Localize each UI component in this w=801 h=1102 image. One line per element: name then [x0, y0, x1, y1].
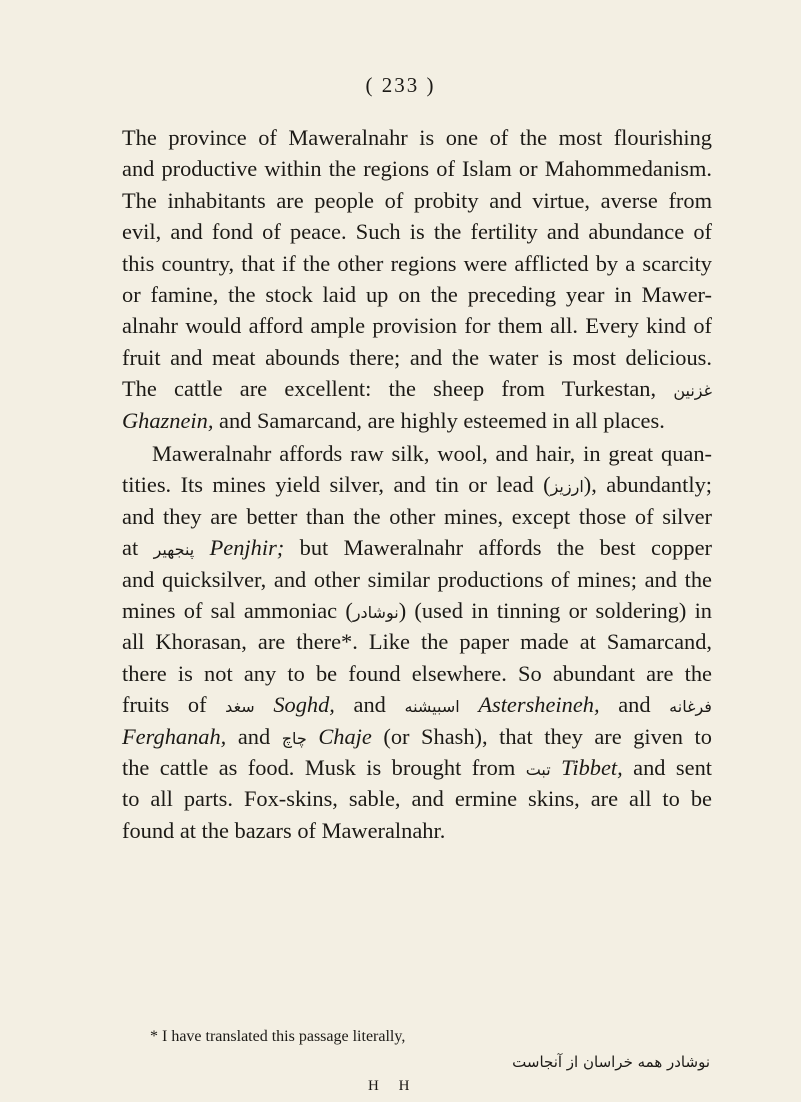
text-line: and quicksilver, and other similar productions of mines; and the [122, 566, 712, 592]
text-line: fruit and meat abounds there; and the water is most delicious. [122, 344, 712, 370]
arabic-word: فرغانه [669, 697, 712, 717]
italic-name: Ghaznein, [122, 407, 214, 433]
text-segment: but Maweralnahr affords the best copper [299, 535, 712, 561]
italic-name: Astersheineh, [478, 692, 600, 718]
text-segment: tities. Its mines yield silver, and tin or lead ( [122, 472, 551, 498]
text-line: alnahr would afford ample provision for them all. Every kind of [122, 313, 712, 339]
text-segment: mines of sal ammoniac ( [122, 597, 353, 623]
text-segment: ) (used in tinning or soldering) in [398, 597, 712, 623]
italic-name: Soghd, [273, 692, 335, 718]
arabic-word: نوشادر [352, 602, 399, 622]
text-line: to all parts. Fox-skins, sable, and ermine skins, are all to be [122, 786, 712, 812]
text-line: Maweralnahr affords raw silk, wool, and hair, in great quan- [152, 441, 712, 466]
text-segment: ), abundantly; [583, 472, 712, 498]
text-line: evil, and fond of peace. Such is the fertility and abundance of [122, 219, 712, 245]
text-line [122, 595, 712, 626]
text-line: there is not any to be found elsewhere. So abundant are the [122, 660, 712, 686]
text-line [122, 373, 712, 404]
text-line: this country, that if the other regions were afflicted by a scarcity [122, 250, 712, 276]
text-segment: The cattle are excellent: the sheep from Turkestan, [122, 376, 657, 402]
text-segment: the cattle as food. Musk is brought from [122, 754, 516, 780]
text-line [122, 469, 712, 500]
text-segment: and sent [633, 754, 712, 780]
paragraph-2 [122, 438, 712, 846]
arabic-word: ارزيز [550, 477, 584, 497]
text-line [122, 689, 712, 720]
text-line [122, 405, 712, 436]
text-line: all Khorasan, are there*. Like the paper made at Samarcand, [122, 629, 712, 655]
signature-mark: H H [368, 1078, 418, 1094]
page-number: ( 233 ) [365, 73, 436, 97]
text-segment: and [353, 692, 386, 718]
text-line [122, 532, 712, 563]
italic-name: Chaje [318, 723, 372, 749]
arabic-word: پنجهير [153, 540, 195, 560]
footnote-arabic: نوشادر همه خراسان از آنجاست [512, 1053, 710, 1071]
paragraph-1 [122, 122, 712, 436]
text-line: and productive within the regions of Islam or Mahommedanism. [122, 156, 712, 182]
arabic-word: سغد [225, 697, 255, 717]
arabic-word: غزنين [673, 381, 712, 401]
arabic-word: چاچ [281, 728, 307, 748]
text-line: The province of Maweralnahr is one of the most flourishing [122, 125, 712, 150]
text-line: The inhabitants are people of probity and virtue, averse from [122, 187, 712, 213]
text-line [122, 721, 712, 752]
text-line: or famine, the stock laid up on the preceding year in Mawer- [122, 281, 712, 307]
italic-name: Tibbet, [561, 754, 623, 780]
text-line [122, 752, 712, 783]
italic-name: Penjhir; [209, 535, 285, 561]
text-segment: (or Shash), that they are given to [383, 723, 712, 749]
arabic-word: تبت [525, 759, 551, 779]
text-segment: and [237, 723, 271, 749]
italic-name: Ferghanah, [122, 723, 227, 749]
text-line: and they are better than the other mines, except those of silver [122, 503, 712, 529]
footnote: * I have translated this passage literally, [150, 1028, 406, 1045]
text-segment: fruits of [122, 692, 207, 718]
arabic-word: اسبيشنه [404, 697, 460, 717]
text-segment: and [618, 692, 651, 718]
text-segment: at [122, 535, 139, 561]
text-line: found at the bazars of Maweralnahr. [122, 817, 446, 843]
text-segment: and Samarcand, are highly esteemed in all places. [219, 407, 665, 433]
